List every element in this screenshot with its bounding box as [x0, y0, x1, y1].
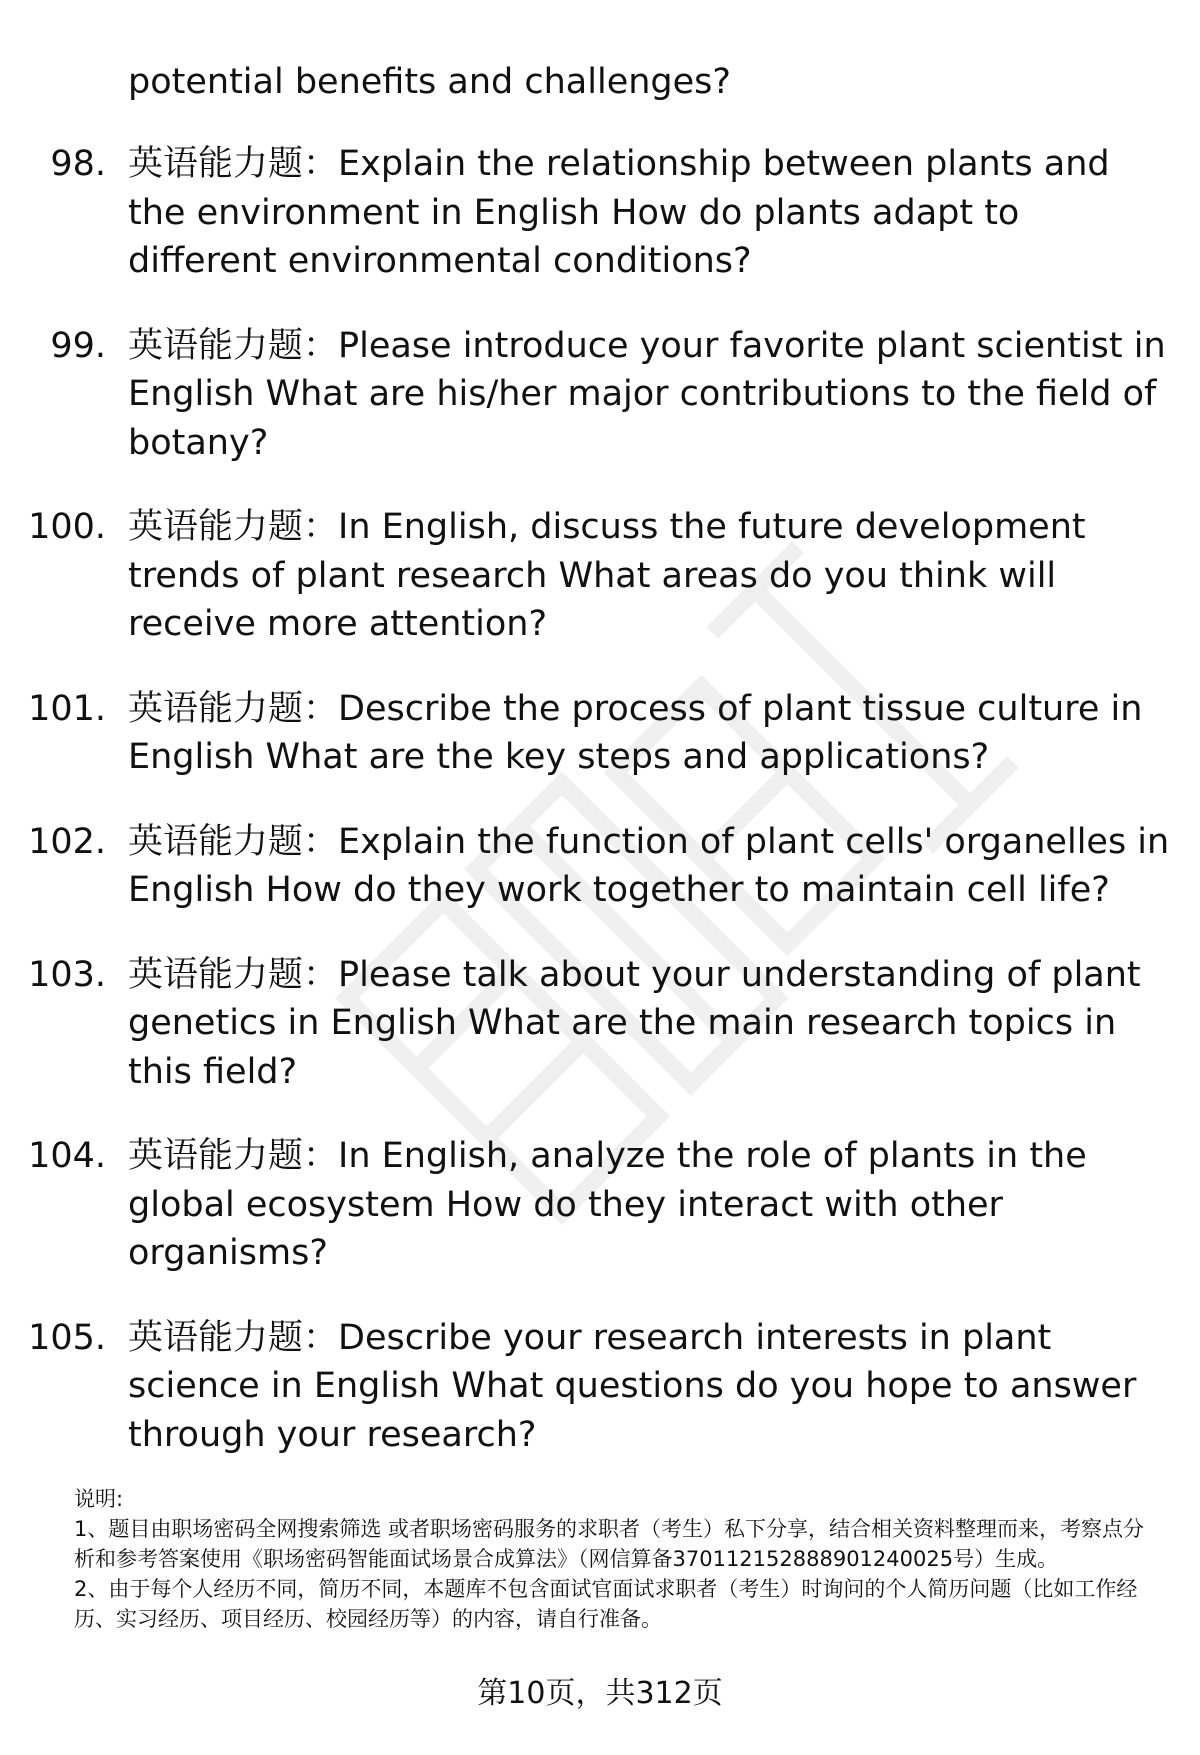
question-text: 英语能力题：Please talk about your understanding of plant genetics in English What are the main research topics in this field?	[128, 954, 1141, 1092]
question-text: 英语能力题：Please introduce your favorite plant scientist in English What are his/her major contributions to the field of botany?	[128, 325, 1166, 463]
question-item	[0, 951, 1200, 1097]
question-item	[0, 1314, 1200, 1460]
continuation-text: potential benefits and challenges?	[128, 62, 731, 102]
question-list	[0, 140, 1200, 1495]
notes-item-disclaimer: 2、由于每个人经历不同，简历不同，本题库不包含面试官面试求职者（考生）时询问的个人简历问题（比如工作经历、实习经历、项目经历、校园经历等）的内容，请自行准备。	[74, 1577, 1138, 1631]
question-item	[0, 322, 1200, 468]
question-text: 英语能力题：Explain the relationship between plants and the environment in English How do plants adapt to different environmental conditions?	[128, 144, 1110, 281]
question-number: 103.	[28, 954, 106, 995]
question-text: 英语能力题：In English, analyze the role of plants in the global ecosystem How do they interact with other organisms?	[128, 1136, 1087, 1273]
notes-heading: 说明:	[74, 1487, 124, 1511]
question-number: 100.	[28, 507, 106, 547]
question-number: 101.	[28, 688, 106, 729]
question-item	[0, 140, 1200, 286]
question-number: 99.	[50, 325, 106, 366]
question-text: 英语能力题：Explain the function of plant cells' organelles in English How do they work together to maintain cell life?	[128, 821, 1170, 910]
page-number: 第10页，共312页	[477, 1676, 723, 1711]
question-number: 105.	[28, 1317, 106, 1358]
question-number: 98.	[50, 144, 106, 184]
question-number: 102.	[28, 821, 106, 862]
notes-section	[74, 1484, 1154, 1634]
question-number: 104.	[28, 1136, 106, 1176]
question-item	[0, 503, 1200, 649]
question-item	[0, 1132, 1200, 1278]
question-item	[0, 685, 1200, 782]
question-text: 英语能力题：In English, discuss the future development trends of plant research What areas do you think will receive more attention?	[128, 507, 1086, 644]
question-item	[0, 818, 1200, 915]
question-text: 英语能力题：Describe the process of plant tissue culture in English What are the key steps and applications?	[128, 688, 1143, 777]
notes-item-source: 1、题目由职场密码全网搜索筛选 或者职场密码服务的求职者（考生）私下分享，结合相关资料整理而来，考察点分析和参考答案使用《职场密码智能面试场景合成算法》（网信算备370112152888901240025号）生成。	[74, 1517, 1145, 1571]
question-text: 英语能力题：Describe your research interests in plant science in English What questions do you hope to answer through your research?	[128, 1317, 1137, 1455]
